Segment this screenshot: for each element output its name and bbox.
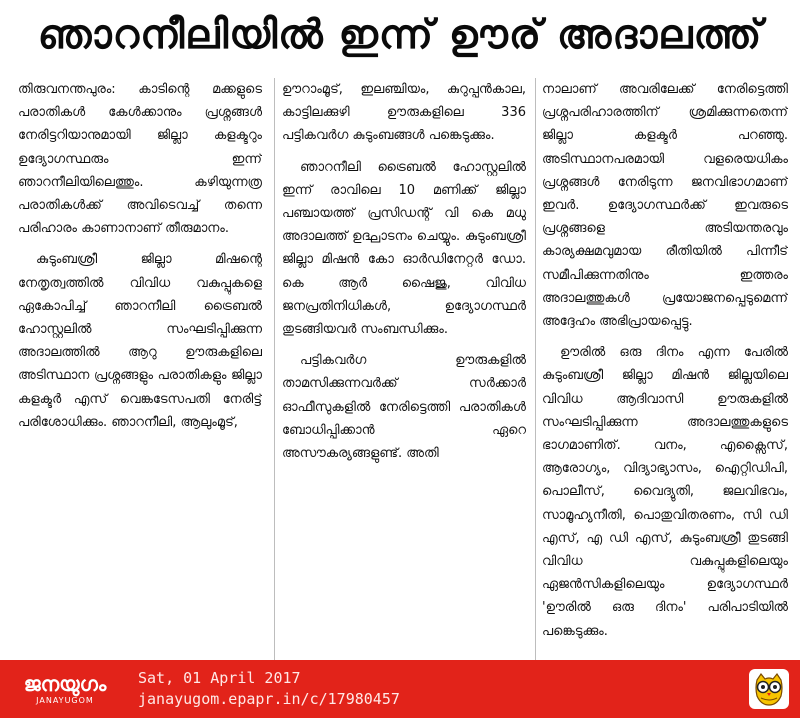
brand-subtitle: JANAYUGOM (36, 696, 94, 705)
paragraph: ഊരിൽ ഒരു ദിനം എന്ന പേരിൽ കുടുംബശ്രീ ജില്ലാ മിഷൻ ജില്ലയിലെ വിവിധ ആദിവാസി ഊരുകളിൽ സംഘടിപ്പിക്കുന്ന അദാലത്തുകളുടെ ഭാഗമാണിത്. വനം, എക്സൈസ്, ആരോഗ്യം, വിദ്യാഭ്യാസം, ഐറ്റിഡിപി, പൊലീസ്, വൈദ്യുതി, ജലവിഭവം, സാമൂഹ്യനീതി, പൊതുവിതരണം, സി ഡി എസ്, എ ഡി എസ്, കുടുംബശ്രീ തുടങ്ങി വിവിധ വകുപ്പുകളിലെയും ഏജൻസികളിലെയും ഉദ്യോഗസ്ഥർ 'ഊരിൽ ഒരു ദിനം' പരിപാടിയിൽ പങ്കെടുക്കും. (542, 345, 788, 639)
paragraph: ഞാറനീലി ട്രൈബൽ ഹോസ്റ്റലിൽ ഇന്ന് രാവിലെ 10 മണിക്ക് ജില്ലാ പഞ്ചായത്ത് പ്രസിഡന്റ് വി കെ മധു അദാലത്ത് ഉദ്ഘാടനം ചെയ്യും. കുടുംബശ്രീ ജില്ലാ മിഷൻ കോ ഓർഡിനേറ്റർ ഡോ. കെ ആർ ഷൈജു, വിവിധ ജനപ്രതിനിധികൾ, ഉദ്യോഗസ്ഥർ തുടങ്ങിയവർ സംബന്ധിക്കും. (282, 159, 526, 338)
paragraph: പട്ടികവർഗ ഊരുകളിൽ താമസിക്കുന്നവർക്ക് സർക്കാർ ഓഫീസുകളിൽ നേരിട്ടെത്തി പരാതികൾ ബോധിപ്പിക്കാൻ ഏറെ അസൗകര്യങ്ങളുണ്ട്. അതി (282, 353, 526, 462)
article-column-3 (542, 78, 788, 660)
paragraph: ഊറാംമൂട്, ഇലഞ്ചിയം, കുറുപ്പൻകാല, കാട്ടിലക്കുഴി ഊരുകളിലെ 336 പട്ടികവർഗ കുടുംബങ്ങൾ പങ്കെടുക്കും. (282, 82, 526, 144)
article-body (18, 78, 788, 660)
article-column-2 (282, 78, 526, 660)
brand-name: ജനയുഗം (23, 672, 107, 696)
edition-date: Sat, 01 April 2017 (138, 669, 301, 687)
brand-logo[interactable] (0, 660, 130, 718)
owl-icon (748, 668, 790, 710)
footer-bar (0, 660, 800, 718)
headline: ഞാറനീലിയിൽ ഇന്ന് ഊര് അദാലത്ത് (37, 12, 763, 58)
column-divider (535, 78, 536, 660)
paragraph: നാലാണ് അവരിലേക്ക് നേരിട്ടെത്തി പ്രശ്നപരിഹാരത്തിന് ശ്രമിക്കുന്നതെന്ന് ജില്ലാ കളക്ടർ പറഞ്ഞു. അടിസ്ഥാനപരമായി വളരെയധികം പ്രശ്നങ്ങൾ നേരിടുന്ന ജനവിഭാഗമാണ് ഇവർ. ഉദ്യോഗസ്ഥർക്ക് ഇവരുടെ പ്രശ്നങ്ങളെ അടിയന്തരവും കാര്യക്ഷമവുമായ രീതിയിൽ പിന്നീട് സമീപിക്കുന്നതിനും ഇത്തരം അദാലത്തുകൾ പ്രയോജനപ്പെടുമെന്ന് അദ്ദേഹം അഭിപ്രായപ്പെട്ടു. (542, 82, 788, 330)
article-column-1 (18, 78, 262, 660)
edition-meta (138, 668, 400, 710)
edition-url[interactable]: janayugom.epapr.in/c/17980457 (138, 690, 400, 708)
paragraph: കുടുംബശ്രീ ജില്ലാ മിഷന്റെ നേതൃത്വത്തിൽ വിവിധ വകുപ്പുകളെ ഏകോപിച്ച് ഞാറനീലി ട്രൈബൽ ഹോസ്റ്റലിൽ സംഘടിപ്പിക്കുന്ന അദാലത്തിൽ ആറു ഊരുകളിലെ അടിസ്ഥാന പ്രശ്നങ്ങളും പരാതികളും ജില്ലാ കളക്ടർ എസ് വെങ്കടേസപതി നേരിട്ട് പരിശോധിക്കും. ഞാറനീലി, ആലുംമൂട്, (18, 252, 262, 430)
paragraph: തിരുവനന്തപുരം: കാടിന്റെ മക്കളുടെ പരാതികൾ കേൾക്കാനും പ്രശ്നങ്ങൾ നേരിട്ടറിയാനുമായി ജില്ലാ കളക്ടറും ഉദ്യോഗസ്ഥരും ഇന്ന് ഞാറനീലിയിലെത്തും. കഴിയുന്നത്ര പരാതികൾക്ക് അവിടെവച്ച് തന്നെ പരിഹാരം കാണാനാണ് തീരുമാനം. (18, 82, 262, 237)
column-divider (274, 78, 275, 660)
